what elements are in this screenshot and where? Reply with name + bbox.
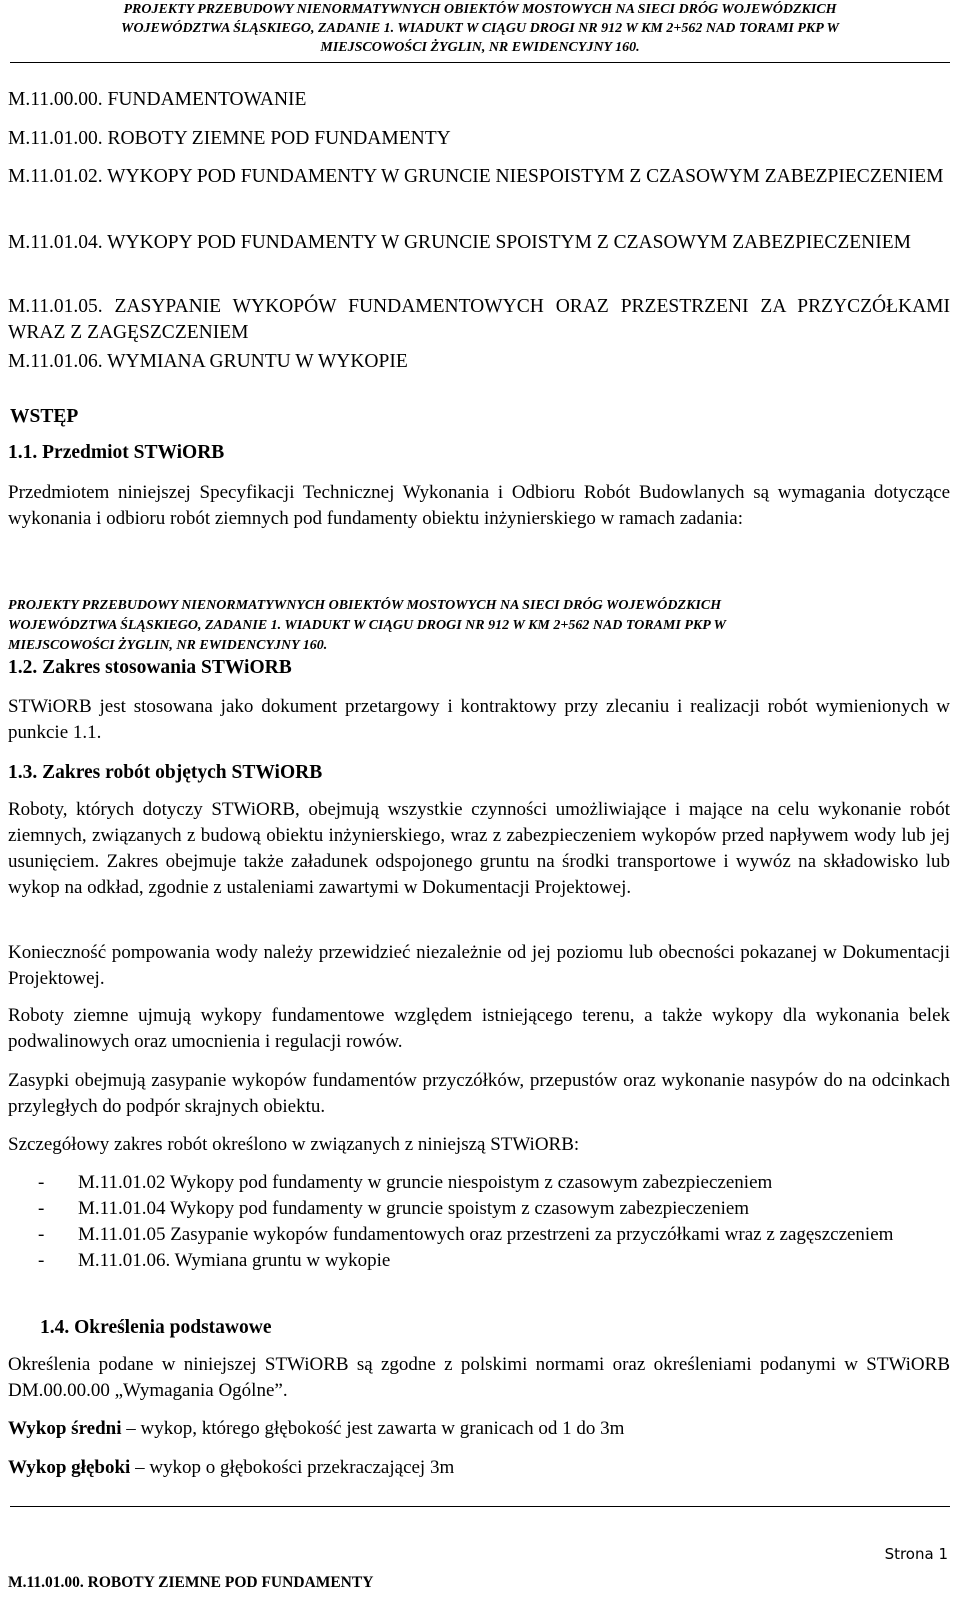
definition-wykop-gleboki xyxy=(8,1455,950,1481)
definition-wykop-sredni xyxy=(8,1416,950,1442)
title-m110104: M.11.01.04. WYKOPY POD FUNDAMENTY W GRUNCIE SPOISTYM Z CZASOWYM ZABEZPIECZENIEM xyxy=(8,232,911,253)
paragraph-1-3-b: Konieczność pompowania wody należy przewidzieć niezależnie od jej poziomu lub obecności pokazanej w Dokumentacji Projektowej. xyxy=(8,942,950,989)
list-item xyxy=(8,1222,950,1248)
list-dash: - xyxy=(38,1250,45,1271)
title-m110102: M.11.01.02. WYKOPY POD FUNDAMENTY W GRUNCIE NIESPOISTYM Z CZASOWYM ZABEZPIECZENIEM xyxy=(8,166,944,187)
header-line-3: MIEJSCOWOŚCI ŻYGLIN, NR EWIDENCYJNY 160. xyxy=(320,40,640,55)
list-item xyxy=(8,1248,950,1274)
heading-1-1: 1.1. Przedmiot STWiORB xyxy=(8,442,225,463)
header-line-1: PROJEKTY PRZEBUDOWY NIENORMATYWNYCH OBIEKTÓW MOSTOWYCH NA SIECI DRÓG WOJEWÓDZKICH xyxy=(123,2,837,17)
page-number: Strona 1 xyxy=(884,1545,948,1563)
title-m110106: M.11.01.06. WYMIANA GRUNTU W WYKOPIE xyxy=(8,351,408,372)
paragraph-1-2: STWiORB jest stosowana jako dokument przetargowy i kontraktowy przy zlecaniu i realizacji robót wymienionych w punkcie 1.1. xyxy=(8,696,950,743)
title-m110105: M.11.01.05. ZASYPANIE WYKOPÓW FUNDAMENTOWYCH ORAZ PRZESTRZENI ZA PRZYCZÓŁKAMI WRAZ Z ZAGĘSZCZENIEM xyxy=(8,296,950,343)
definition-term: Wykop głęboki xyxy=(8,1457,131,1478)
title-fundamentowanie: M.11.00.00. FUNDAMENTOWANIE xyxy=(8,89,307,110)
list-item xyxy=(8,1170,950,1196)
list-item-text: M.11.01.02 Wykopy pod fundamenty w gruncie niespoistym z czasowym zabezpieczeniem xyxy=(78,1172,773,1193)
list-item-text: M.11.01.04 Wykopy pod fundamenty w gruncie spoistym z czasowym zabezpieczeniem xyxy=(78,1198,750,1219)
paragraph-1-1: Przedmiotem niniejszej Specyfikacji Technicznej Wykonania i Odbioru Robót Budowlanych są wymagania dotyczące wykonania i odbioru robót ziemnych pod fundamenty obiektu inżynierskiego w ramach zadania: xyxy=(8,482,950,529)
project-line-2: WOJEWÓDZTWA ŚLĄSKIEGO, ZADANIE 1. WIADUKT W CIĄGU DROGI NR 912 W KM 2+562 NAD TORAMI PKP W xyxy=(8,618,726,633)
heading-1-4: 1.4. Określenia podstawowe xyxy=(40,1317,272,1338)
list-item xyxy=(8,1196,950,1222)
definition-text: – wykop, którego głębokość jest zawarta w granicach od 1 do 3m xyxy=(121,1418,625,1439)
project-name xyxy=(8,596,950,656)
heading-1-3: 1.3. Zakres robót objętych STWiORB xyxy=(8,762,323,783)
list-dash: - xyxy=(38,1172,45,1193)
header-divider xyxy=(10,62,950,63)
paragraph-1-3-d: Zasypki obejmują zasypanie wykopów fundamentów przyczółków, przepustów oraz wykonanie nasypów do na odcinkach przyległych do podpór skrajnych obiektu. xyxy=(8,1070,950,1117)
heading-1-2: 1.2. Zakres stosowania STWiORB xyxy=(8,657,292,678)
list-dash: - xyxy=(38,1224,45,1245)
definition-text: – wykop o głębokości przekraczającej 3m xyxy=(130,1457,455,1478)
scope-list xyxy=(8,1170,950,1274)
list-item-text: M.11.01.05 Zasypanie wykopów fundamentowych oraz przestrzeni za przyczółkami wraz z zagęszczeniem xyxy=(78,1224,894,1245)
list-item-text: M.11.01.06. Wymiana gruntu w wykopie xyxy=(78,1250,391,1271)
footer-section-title: M.11.01.00. ROBOTY ZIEMNE POD FUNDAMENTY xyxy=(8,1574,374,1591)
page-header xyxy=(10,0,950,58)
paragraph-1-3-e: Szczegółowy zakres robót określono w związanych z niniejszą STWiORB: xyxy=(8,1134,580,1155)
project-line-3: MIEJSCOWOŚCI ŻYGLIN, NR EWIDENCYJNY 160. xyxy=(8,638,328,653)
list-dash: - xyxy=(38,1198,45,1219)
header-line-2: WOJEWÓDZTWA ŚLĄSKIEGO, ZADANIE 1. WIADUKT W CIĄGU DROGI NR 912 W KM 2+562 NAD TORAMI PKP W xyxy=(121,21,839,36)
project-line-1: PROJEKTY PRZEBUDOWY NIENORMATYWNYCH OBIEKTÓW MOSTOWYCH NA SIECI DRÓG WOJEWÓDZKICH xyxy=(8,598,722,613)
definition-term: Wykop średni xyxy=(8,1418,122,1439)
paragraph-1-4: Określenia podane w niniejszej STWiORB są zgodne z polskimi normami oraz określeniami podanymi w STWiORB DM.00.00.00 „Wymagania Ogólne”. xyxy=(8,1354,950,1401)
paragraph-1-3-c: Roboty ziemne ujmują wykopy fundamentowe względem istniejącego terenu, a także wykopy dla wykonania belek podwalinowych oraz umocnienia i regulacji rowów. xyxy=(8,1005,950,1052)
title-roboty-ziemne: M.11.01.00. ROBOTY ZIEMNE POD FUNDAMENTY xyxy=(8,128,451,149)
paragraph-1-3-a: Roboty, których dotyczy STWiORB, obejmują wszystkie czynności umożliwiające i mające na celu wykonanie robót ziemnych, związanych z budową obiektu inżynierskiego, wraz z zabezpieczeniem wykopów przed napływem wody lub jej usunięciem. Zakres obejmuje także załadunek odspojonego gruntu na środki transportowe i wywóz na składowisko lub wykop na odkład, zgodnie z ustaleniami zawartymi w Dokumentacji Projektowej. xyxy=(8,799,950,898)
section-wstep: WSTĘP xyxy=(10,406,79,427)
footer-divider xyxy=(10,1506,950,1507)
